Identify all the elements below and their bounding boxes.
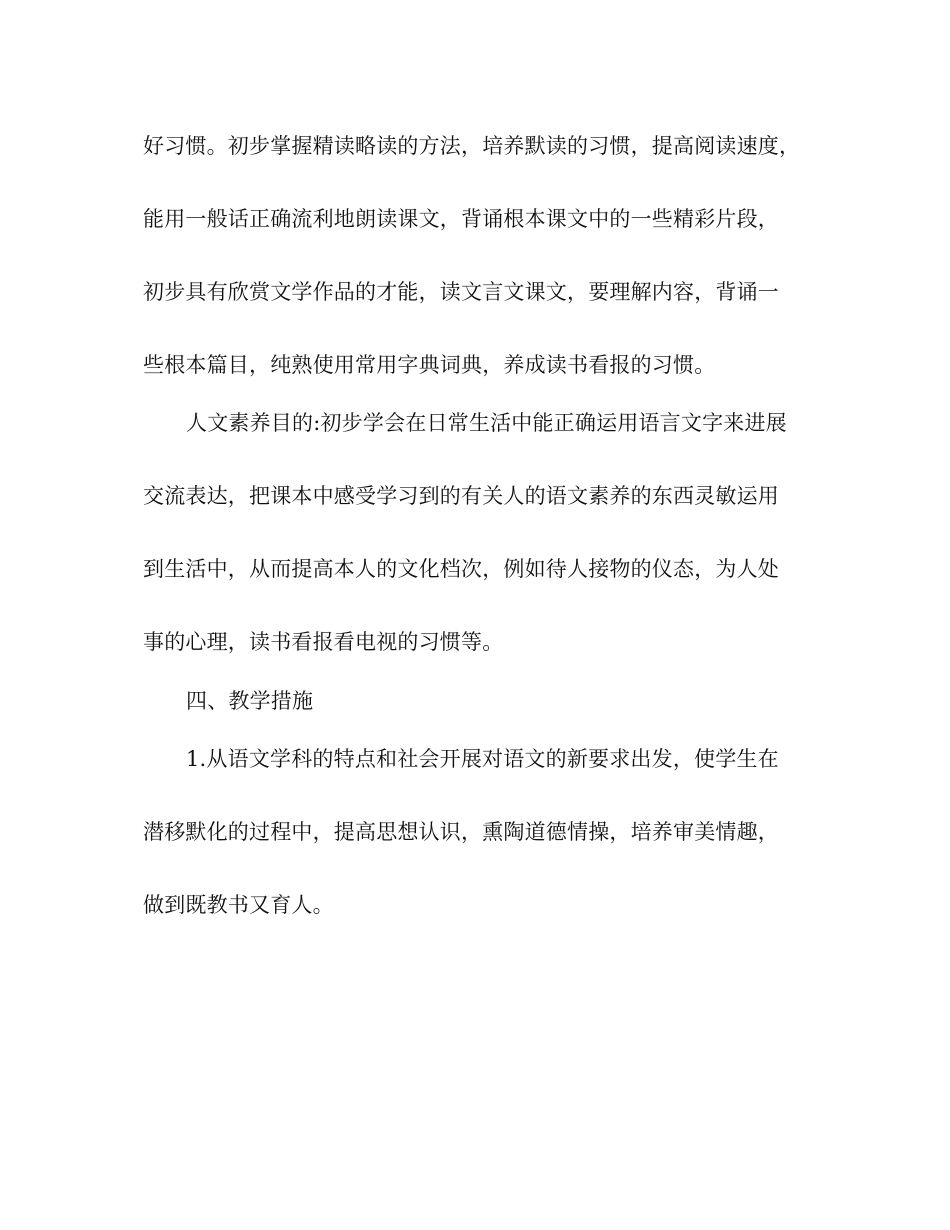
paragraph-2-line-4: 事的心理，读书看报看电视的习惯等。: [143, 630, 504, 654]
paragraph-1-line-4: 些根本篇目，纯熟使用常用字典词典，养成读书看报的习惯。: [143, 353, 716, 377]
paragraph-1-line-2: 能用一般话正确流利地朗读课文，背诵根本课文中的一些精彩片段，: [143, 207, 779, 231]
paragraph-3-line-3: 做到既教书又育人。: [143, 893, 334, 917]
paragraph-3-line-2: 潜移默化的过程中，提高思想认识，熏陶道德情操，培养审美情趣，: [143, 820, 779, 844]
paragraph-1-line-1: 好习惯。初步掌握精读略读的方法，培养默读的习惯，提高阅读速度，: [143, 134, 801, 158]
paragraph-2-line-1: 人文素养目的:初步学会在日常生活中能正确运用语言文字来进展: [186, 411, 787, 435]
paragraph-1-line-3: 初步具有欣赏文学作品的才能，读文言文课文，要理解内容，背诵一: [143, 280, 779, 304]
paragraph-2-line-2: 交流表达，把课本中感受学习到的有关人的语文素养的东西灵敏运用: [143, 484, 779, 508]
paragraph-3-line-1: 1.从语文学科的特点和社会开展对语文的新要求出发，使学生在: [186, 747, 779, 771]
paragraph-2-line-3: 到生活中，从而提高本人的文化档次，例如待人接物的仪态，为人处: [143, 557, 779, 581]
section-heading: 四、教学措施: [186, 689, 314, 713]
